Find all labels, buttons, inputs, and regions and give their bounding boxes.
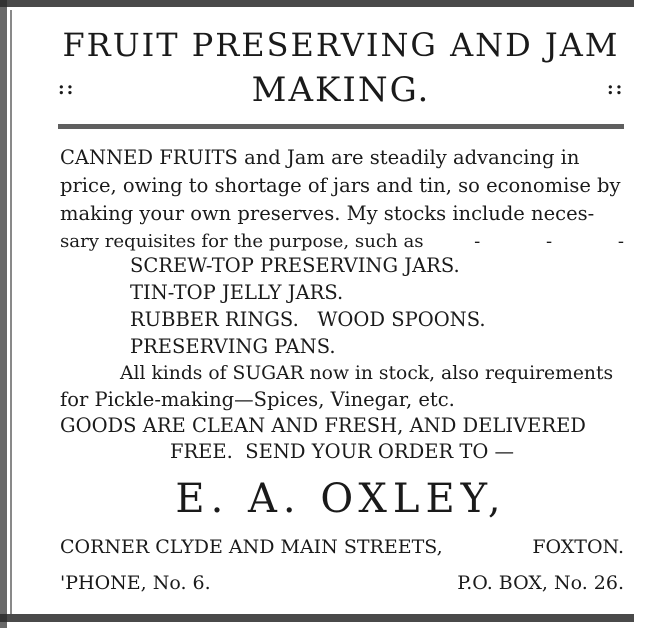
bottom-border-rule bbox=[0, 614, 634, 622]
intro-line-3: making your own preserves. My stocks include neces- bbox=[60, 202, 595, 225]
sugar-line-1: All kinds of SUGAR now in stock, also requirements bbox=[120, 363, 614, 384]
merchant-town: FOXTON. bbox=[532, 536, 624, 558]
intro-line-4-dashes: - - - bbox=[474, 231, 654, 252]
headline-line-2: MAKING. bbox=[251, 70, 431, 110]
contact-line bbox=[60, 572, 624, 594]
left-border-rule bbox=[0, 0, 7, 628]
left-inner-rule bbox=[10, 10, 12, 614]
address-line bbox=[60, 536, 624, 558]
merchant-po-box: P.O. BOX, No. 26. bbox=[457, 572, 624, 594]
item-preserving-pans: PRESERVING PANS. bbox=[130, 335, 336, 358]
merchant-address: CORNER CLYDE AND MAIN STREETS, bbox=[60, 536, 443, 558]
merchant-name: E. A. OXLEY, bbox=[175, 476, 507, 522]
goods-line-2: FREE. SEND YOUR ORDER TO — bbox=[169, 440, 515, 463]
intro-line-2: price, owing to shortage of jars and tin, so economise by bbox=[60, 174, 621, 197]
ornament-left-icon: :: bbox=[58, 78, 76, 99]
top-border-rule bbox=[0, 0, 634, 7]
item-jelly-jars: TIN-TOP JELLY JARS. bbox=[130, 281, 344, 304]
sugar-line-2: for Pickle-making—Spices, Vinegar, etc. bbox=[60, 388, 455, 411]
merchant-phone: 'PHONE, No. 6. bbox=[60, 572, 211, 594]
item-preserving-jars: SCREW-TOP PRESERVING JARS. bbox=[130, 254, 460, 277]
headline-line-1: FRUIT PRESERVING AND JAM bbox=[62, 26, 620, 64]
item-rings-spoons: RUBBER RINGS. WOOD SPOONS. bbox=[130, 308, 486, 331]
intro-line-1: CANNED FRUITS and Jam are steadily advancing in bbox=[60, 146, 580, 169]
ornament-right-icon: :: bbox=[607, 78, 625, 99]
goods-line-1: GOODS ARE CLEAN AND FRESH, AND DELIVERED bbox=[60, 414, 586, 437]
heading-divider bbox=[58, 124, 624, 129]
intro-line-4-text: sary requisites for the purpose, such as bbox=[60, 231, 424, 252]
